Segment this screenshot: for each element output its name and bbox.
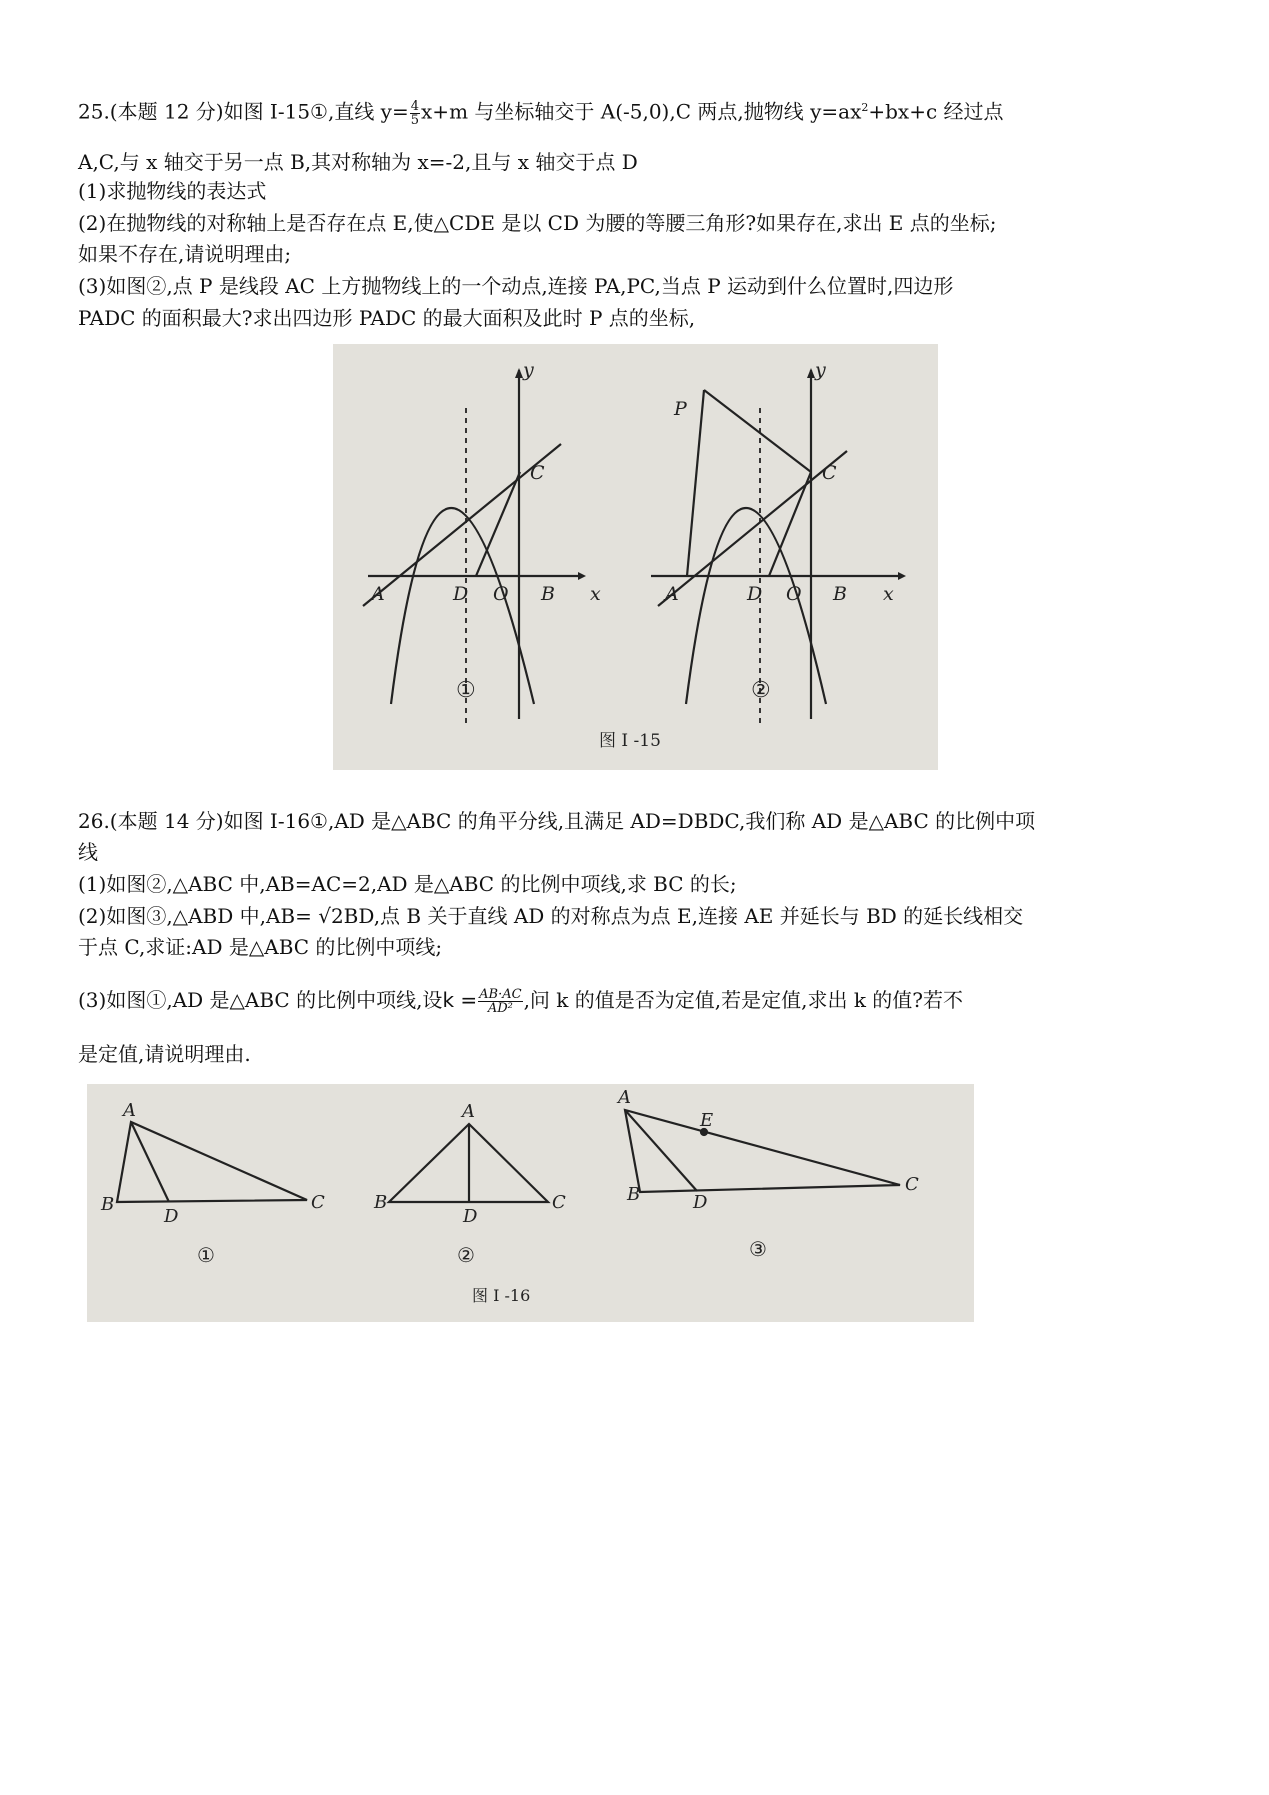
frac-num: 4 (410, 98, 420, 114)
figure-i-16 (87, 1084, 974, 1322)
q26-text-b: ,问 k 的值是否为定值,若是定值,求出 k 的值?若不 (523, 988, 964, 1012)
label-c-2: C (822, 462, 837, 484)
subfig-1-label: ① (456, 678, 476, 703)
label-a-1: A (371, 583, 385, 605)
label-a-16-1: A (123, 1100, 136, 1121)
label-x-1: x (590, 583, 601, 605)
q26-line-3: (1)如图②,△ABC 中,AB=AC=2,AD 是△ABC 的比例中项线,求 BC 的长; (78, 872, 737, 896)
label-y-2: y (815, 359, 826, 381)
q25-line-5: 如果不存在,请说明理由; (78, 242, 292, 266)
label-o-1: O (493, 583, 509, 605)
fraction-k (478, 988, 522, 1015)
q25-line-2: A,C,与 x 轴交于另一点 B,其对称轴为 x=-2,且与 x 轴交于点 D (78, 150, 638, 174)
label-c-16-2: C (552, 1192, 566, 1213)
q25-sup: 2 (861, 101, 869, 114)
label-o-2: O (786, 583, 802, 605)
label-d-1: D (453, 583, 469, 605)
label-b-16-3: B (627, 1184, 641, 1205)
frac-k-num: AB·AC (479, 987, 522, 1002)
label-y-1: y (523, 359, 534, 381)
frac-k-den: AD² (487, 1001, 513, 1016)
q25-line-7: PADC 的面积最大?求出四边形 PADC 的最大面积及此时 P 点的坐标, (78, 306, 696, 330)
q25-line-4: (2)在抛物线的对称轴上是否存在点 E,使△CDE 是以 CD 为腰的等腰三角形?如果存在,求出 E 点的坐标; (78, 211, 997, 235)
label-d-16-2: D (463, 1206, 478, 1227)
label-a-16-2: A (462, 1101, 475, 1122)
label-p-2: P (674, 398, 687, 420)
subfig-16-2-label: ② (457, 1243, 475, 1267)
label-d-16-1: D (164, 1206, 179, 1227)
q25-line-3: (1)求抛物线的表达式 (78, 179, 267, 203)
frac-den: 5 (410, 112, 420, 128)
label-b-16-1: B (101, 1194, 115, 1215)
subfig-16-3-label: ③ (749, 1237, 767, 1261)
label-d-2: D (747, 583, 763, 605)
subfig-2-label: ② (751, 678, 771, 703)
label-b-2: B (833, 583, 847, 605)
q26-line-6 (78, 987, 963, 1015)
label-b-1: B (541, 583, 555, 605)
label-c-16-1: C (311, 1192, 325, 1213)
label-c-1: C (530, 462, 545, 484)
q26-line-2: 线 (78, 840, 98, 864)
q25-text-c: +bx+c 经过点 (868, 99, 1004, 124)
label-a-2: A (665, 583, 679, 605)
q26-line-7: 是定值,请说明理由. (78, 1042, 251, 1066)
q25-line-1 (78, 95, 1004, 127)
label-b-16-2: B (374, 1192, 388, 1213)
figure-caption-15: 图 I -15 (599, 731, 661, 751)
k-symbol: k = (442, 988, 478, 1012)
label-a-16-3: A (618, 1087, 631, 1108)
q25-text-a: 25.(本题 12 分)如图 I-15①,直线 y= (78, 99, 409, 124)
label-e-16-3: E (700, 1110, 714, 1131)
subfig-16-1-label: ① (197, 1243, 215, 1267)
q26-line-4: (2)如图③,△ABD 中,AB= √2BD,点 B 关于直线 AD 的对称点为点 E,连接 AE 并延长与 BD 的延长线相交 (78, 904, 1024, 928)
q25-text-b: x+m 与坐标轴交于 A(-5,0),C 两点,抛物线 y=ax (421, 99, 862, 124)
label-d-16-3: D (693, 1192, 708, 1213)
q25-line-6: (3)如图②,点 P 是线段 AC 上方抛物线上的一个动点,连接 PA,PC,当点 P 运动到什么位置时,四边形 (78, 274, 954, 298)
q26-line-5: 于点 C,求证:AD 是△ABC 的比例中项线; (78, 935, 443, 959)
q26-line-1: 26.(本题 14 分)如图 I-16①,AD 是△ABC 的角平分线,且满足 AD=DBDC,我们称 AD 是△ABC 的比例中项 (78, 809, 1036, 833)
q26-text-a: (3)如图①,AD 是△ABC 的比例中项线,设 (78, 988, 443, 1012)
figure-caption-16: 图 I -16 (472, 1286, 531, 1305)
fraction-4-5 (410, 100, 420, 127)
label-x-2: x (883, 583, 894, 605)
figure-i-15 (333, 344, 938, 770)
label-c-16-3: C (905, 1174, 919, 1195)
